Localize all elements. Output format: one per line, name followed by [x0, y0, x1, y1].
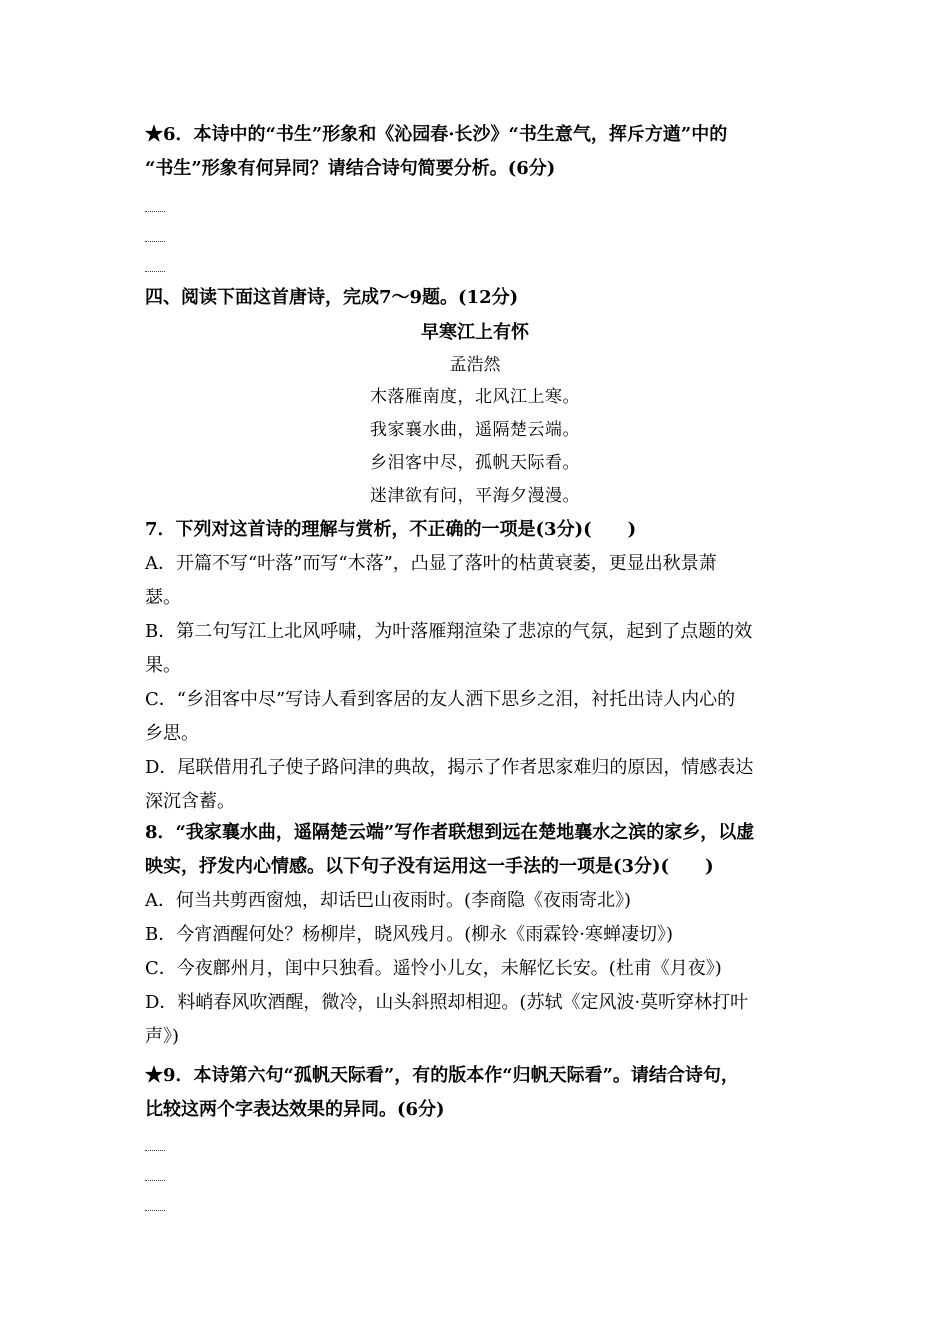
answer-line[interactable]	[145, 271, 165, 272]
poem-line: 木落雁南度，北风江上寒。	[370, 387, 580, 407]
poem-line: 我家襄水曲，遥隔楚云端。	[370, 420, 580, 440]
section-4-heading: 四、阅读下面这首唐诗，完成7～9题。(12分)	[145, 287, 519, 308]
option-a-cont: 瑟。	[145, 587, 181, 608]
question-8-stem-1: 8．“我家襄水曲，遥隔楚云端”写作者联想到远在楚地襄水之滨的家乡，以虚	[145, 822, 755, 843]
question-6-line-2: “书生”形象有何异同？请结合诗句简要分析。(6分)	[145, 158, 556, 179]
poem-line: 迷津欲有问，平海夕漫漫。	[370, 486, 580, 506]
option-c-cont: 乡思。	[145, 723, 199, 744]
option-a: A．何当共剪西窗烛，却话巴山夜雨时。(李商隐《夜雨寄北》)	[145, 890, 632, 911]
question-6	[145, 118, 810, 186]
option-d-cont: 深沉含蓄。	[145, 791, 235, 812]
answer-line[interactable]	[145, 1150, 165, 1151]
answer-line[interactable]	[145, 1180, 165, 1181]
question-9	[145, 1059, 810, 1127]
option-d-cont: 声》)	[145, 1026, 180, 1047]
question-9-line-1: ★9．本诗第六句“孤帆天际看”，有的版本作“归帆天际看”。请结合诗句，	[145, 1065, 739, 1086]
question-6-line-1: ★6．本诗中的“书生”形象和《沁园春·长沙》“书生意气，挥斥方遒”中的	[145, 124, 728, 145]
poem-line: 乡泪客中尽，孤帆天际看。	[370, 453, 580, 473]
option-b: B．第二句写江上北风呼啸，为叶落雁翔渲染了悲凉的气氛，起到了点题的效	[145, 621, 753, 642]
question-8	[145, 816, 810, 1054]
answer-line[interactable]	[145, 1210, 165, 1211]
question-9-line-2: 比较这两个字表达效果的异同。(6分)	[145, 1099, 445, 1120]
option-d: D．尾联借用孔子使子路问津的典故，揭示了作者思家难归的原因，情感表达	[145, 757, 754, 778]
poem-title: 早寒江上有怀	[421, 322, 529, 343]
answer-line[interactable]	[145, 241, 165, 242]
option-a: A．开篇不写“叶落”而写“木落”，凸显了落叶的枯黄衰萎，更显出秋景萧	[145, 553, 717, 574]
option-b: B．今宵酒醒何处？杨柳岸，晓风残月。(柳永《雨霖铃·寒蝉凄切》)	[145, 924, 673, 945]
poem-author: 孟浩然	[449, 355, 501, 375]
section-heading	[145, 281, 810, 315]
question-7-stem: 7．下列对这首诗的理解与赏析，不正确的一项是(3分)( )	[145, 519, 637, 540]
answer-line[interactable]	[145, 211, 165, 212]
question-8-stem-2: 映实，抒发内心情感。以下句子没有运用这一手法的一项是(3分)( )	[145, 856, 714, 877]
option-c: C．今夜鄜州月，闺中只独看。遥怜小儿女，未解忆长安。(杜甫《月夜》)	[145, 958, 722, 979]
option-b-cont: 果。	[145, 655, 181, 676]
option-d: D．料峭春风吹酒醒，微冷，山头斜照却相迎。(苏轼《定风波·莫听穿林打叶	[145, 992, 749, 1013]
option-c: C．“乡泪客中尽”写诗人看到客居的友人洒下思乡之泪，衬托出诗人内心的	[145, 689, 736, 710]
question-7	[145, 513, 810, 819]
